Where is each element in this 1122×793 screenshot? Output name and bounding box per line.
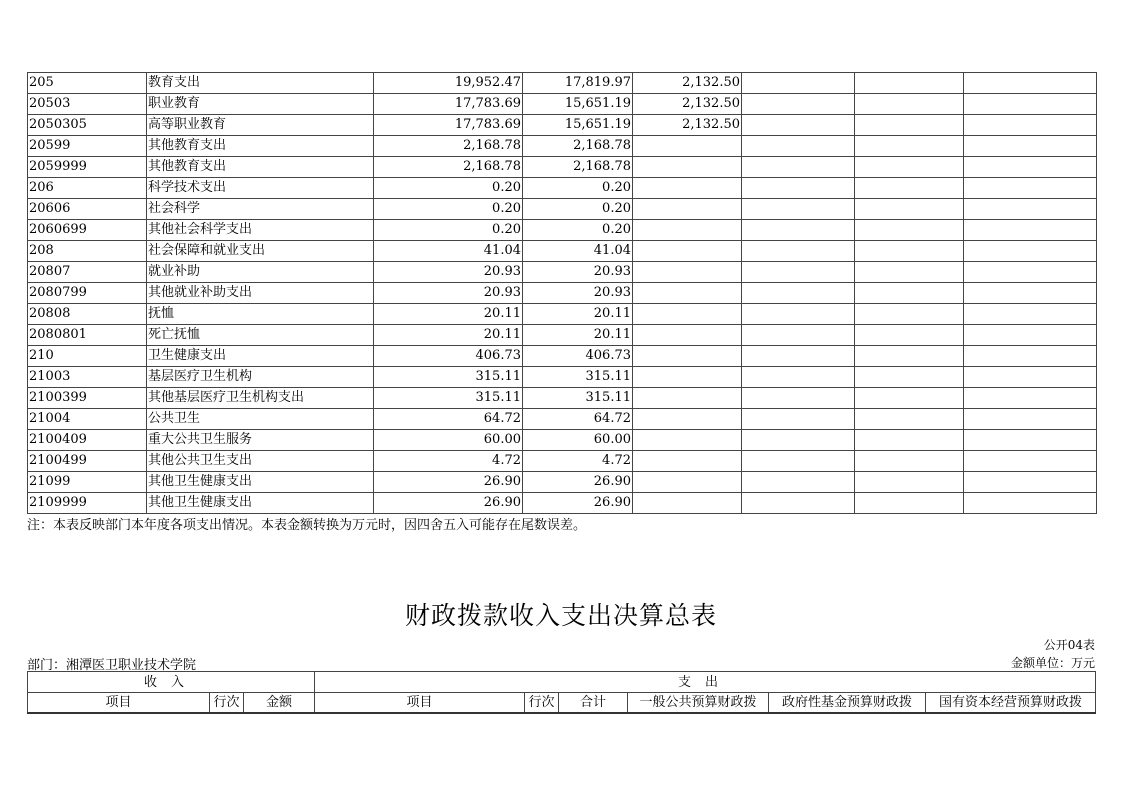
cell-code: 2100499 [28,451,147,472]
cell-code: 20606 [28,199,147,220]
cell-empty [964,136,1097,157]
cell-name: 其他教育支出 [147,136,374,157]
cell-empty [742,283,855,304]
table-row [28,262,1097,283]
cell-code: 20503 [28,94,147,115]
cell-empty [964,115,1097,136]
fiscal-summary-header [27,671,1096,714]
cell-basic: 64.72 [523,409,633,430]
cell-basic: 41.04 [523,241,633,262]
cell-empty [855,199,964,220]
cell-name: 其他社会科学支出 [147,220,374,241]
cell-empty [855,115,964,136]
cell-empty [742,472,855,493]
cell-name: 重大公共卫生服务 [147,430,374,451]
table-note: 注：本表反映部门本年度各项支出情况。本表金额转换为万元时，因四舍五入可能存在尾数误差。 [27,518,587,533]
cell-name: 其他卫生健康支出 [147,493,374,514]
cell-project [633,346,742,367]
state-capital-header: 国有资本经营预算财政拨 [926,693,1096,714]
cell-project [633,409,742,430]
cell-code: 21099 [28,472,147,493]
cell-empty [742,430,855,451]
cell-code: 2100399 [28,388,147,409]
table-row [28,283,1097,304]
cell-project: 2,132.50 [633,73,742,94]
cell-code: 20808 [28,304,147,325]
cell-name: 教育支出 [147,73,374,94]
cell-empty [964,409,1097,430]
cell-empty [855,346,964,367]
cell-empty [964,325,1097,346]
cell-project [633,451,742,472]
cell-total: 20.93 [374,262,523,283]
cell-code: 206 [28,178,147,199]
cell-empty [964,94,1097,115]
cell-empty [964,430,1097,451]
table-row [28,346,1097,367]
cell-total: 0.20 [374,199,523,220]
cell-code: 20807 [28,262,147,283]
cell-basic: 20.11 [523,304,633,325]
cell-total: 64.72 [374,409,523,430]
cell-total: 4.72 [374,451,523,472]
cell-total: 315.11 [374,388,523,409]
cell-project [633,472,742,493]
cell-name: 职业教育 [147,94,374,115]
cell-project [633,304,742,325]
cell-empty [742,451,855,472]
cell-empty [964,241,1097,262]
table-row [28,199,1097,220]
cell-name: 公共卫生 [147,409,374,430]
cell-code: 210 [28,346,147,367]
cell-basic: 15,651.19 [523,94,633,115]
cell-total: 20.11 [374,325,523,346]
form-id: 公开04表 [1043,638,1095,652]
table-row [28,157,1097,178]
cell-empty [964,157,1097,178]
table-row [28,367,1097,388]
cell-empty [964,451,1097,472]
cell-basic: 406.73 [523,346,633,367]
cell-total: 406.73 [374,346,523,367]
cell-name: 死亡抚恤 [147,325,374,346]
cell-code: 21003 [28,367,147,388]
cell-basic: 20.93 [523,283,633,304]
report-title: 财政拨款收入支出决算总表 [404,601,717,630]
cell-code: 205 [28,73,147,94]
cell-empty [964,262,1097,283]
table-row [28,325,1097,346]
cell-empty [742,388,855,409]
table-row [28,472,1097,493]
cell-total: 41.04 [374,241,523,262]
income-line-header: 行次 [210,693,244,714]
cell-empty [855,388,964,409]
cell-name: 社会科学 [147,199,374,220]
cell-empty [742,304,855,325]
cell-empty [742,346,855,367]
cell-empty [742,136,855,157]
cell-empty [742,115,855,136]
cell-basic: 20.93 [523,262,633,283]
cell-name: 其他就业补助支出 [147,283,374,304]
cell-total: 26.90 [374,472,523,493]
cell-empty [855,262,964,283]
cell-code: 2060699 [28,220,147,241]
cell-project [633,388,742,409]
cell-empty [964,73,1097,94]
cell-project [633,367,742,388]
table-row [28,136,1097,157]
cell-total: 60.00 [374,430,523,451]
cell-name: 其他公共卫生支出 [147,451,374,472]
table-row [28,220,1097,241]
cell-total: 17,783.69 [374,115,523,136]
cell-code: 2059999 [28,157,147,178]
cell-basic: 315.11 [523,367,633,388]
cell-code: 2050305 [28,115,147,136]
cell-total: 26.90 [374,493,523,514]
cell-code: 208 [28,241,147,262]
table-row [28,115,1097,136]
cell-empty [964,199,1097,220]
income-group-header: 收入 [28,672,315,693]
table-row [28,94,1097,115]
table-row [28,241,1097,262]
cell-empty [855,409,964,430]
cell-project [633,220,742,241]
cell-basic: 26.90 [523,493,633,514]
cell-name: 其他教育支出 [147,157,374,178]
table-row [28,178,1097,199]
cell-empty [742,241,855,262]
department-label: 部门：湘潭医卫职业技术学院 [27,658,197,673]
expense-line-header: 行次 [525,693,559,714]
cell-name: 科学技术支出 [147,178,374,199]
header-column-row [28,693,1096,714]
cell-name: 抚恤 [147,304,374,325]
cell-total: 0.20 [374,220,523,241]
cell-project [633,241,742,262]
cell-empty [742,73,855,94]
table-row [28,493,1097,514]
cell-empty [964,283,1097,304]
cell-basic: 0.20 [523,199,633,220]
cell-project [633,325,742,346]
cell-basic: 2,168.78 [523,136,633,157]
gov-fund-header: 政府性基金预算财政拨 [769,693,926,714]
cell-project [633,178,742,199]
table-row [28,451,1097,472]
cell-empty [742,325,855,346]
cell-name: 卫生健康支出 [147,346,374,367]
expense-table-body [28,73,1097,514]
cell-empty [742,367,855,388]
cell-empty [855,178,964,199]
cell-empty [964,367,1097,388]
income-amount-header: 金额 [244,693,315,714]
cell-basic: 0.20 [523,220,633,241]
table-row [28,409,1097,430]
table-row [28,73,1097,94]
expense-group-header: 支出 [315,672,1096,693]
table-row [28,304,1097,325]
cell-empty [855,304,964,325]
cell-empty [855,283,964,304]
cell-empty [964,220,1097,241]
expense-total-header: 合计 [559,693,628,714]
cell-empty [964,346,1097,367]
cell-name: 其他卫生健康支出 [147,472,374,493]
cell-empty [855,325,964,346]
cell-empty [742,262,855,283]
cell-total: 0.20 [374,178,523,199]
cell-code: 2080801 [28,325,147,346]
cell-total: 20.11 [374,304,523,325]
cell-basic: 60.00 [523,430,633,451]
cell-total: 17,783.69 [374,94,523,115]
cell-empty [742,94,855,115]
cell-basic: 15,651.19 [523,115,633,136]
expense-item-header: 项目 [315,693,525,714]
cell-code: 2100409 [28,430,147,451]
cell-empty [855,451,964,472]
header-group-row [28,672,1096,693]
cell-project [633,430,742,451]
cell-basic: 0.20 [523,178,633,199]
expense-table [27,72,1097,514]
cell-basic: 26.90 [523,472,633,493]
cell-empty [742,220,855,241]
cell-empty [855,94,964,115]
cell-total: 19,952.47 [374,73,523,94]
cell-project [633,493,742,514]
cell-empty [855,430,964,451]
cell-basic: 20.11 [523,325,633,346]
unit-label: 金额单位：万元 [1010,656,1095,670]
cell-empty [855,136,964,157]
cell-name: 基层医疗卫生机构 [147,367,374,388]
income-item-header: 项目 [28,693,210,714]
cell-basic: 17,819.97 [523,73,633,94]
cell-name: 就业补助 [147,262,374,283]
cell-empty [964,304,1097,325]
cell-project [633,157,742,178]
cell-empty [855,367,964,388]
cell-empty [964,388,1097,409]
cell-project [633,136,742,157]
cell-project [633,199,742,220]
cell-code: 2109999 [28,493,147,514]
cell-code: 20599 [28,136,147,157]
cell-total: 20.93 [374,283,523,304]
cell-empty [855,220,964,241]
cell-code: 21004 [28,409,147,430]
cell-basic: 2,168.78 [523,157,633,178]
cell-empty [742,178,855,199]
cell-empty [742,199,855,220]
cell-basic: 4.72 [523,451,633,472]
cell-empty [855,157,964,178]
cell-name: 其他基层医疗卫生机构支出 [147,388,374,409]
general-budget-header: 一般公共预算财政拨 [628,693,769,714]
table-row [28,430,1097,451]
cell-project: 2,132.50 [633,115,742,136]
cell-project [633,283,742,304]
cell-empty [964,178,1097,199]
cell-empty [742,409,855,430]
cell-empty [855,472,964,493]
cell-empty [855,241,964,262]
cell-empty [964,493,1097,514]
cell-empty [855,493,964,514]
cell-project: 2,132.50 [633,94,742,115]
cell-total: 315.11 [374,367,523,388]
cell-code: 2080799 [28,283,147,304]
cell-basic: 315.11 [523,388,633,409]
cell-total: 2,168.78 [374,136,523,157]
cell-empty [742,493,855,514]
cell-project [633,262,742,283]
cell-empty [964,472,1097,493]
cell-name: 高等职业教育 [147,115,374,136]
table-row [28,388,1097,409]
cell-name: 社会保障和就业支出 [147,241,374,262]
cell-empty [742,157,855,178]
cell-total: 2,168.78 [374,157,523,178]
cell-empty [855,73,964,94]
